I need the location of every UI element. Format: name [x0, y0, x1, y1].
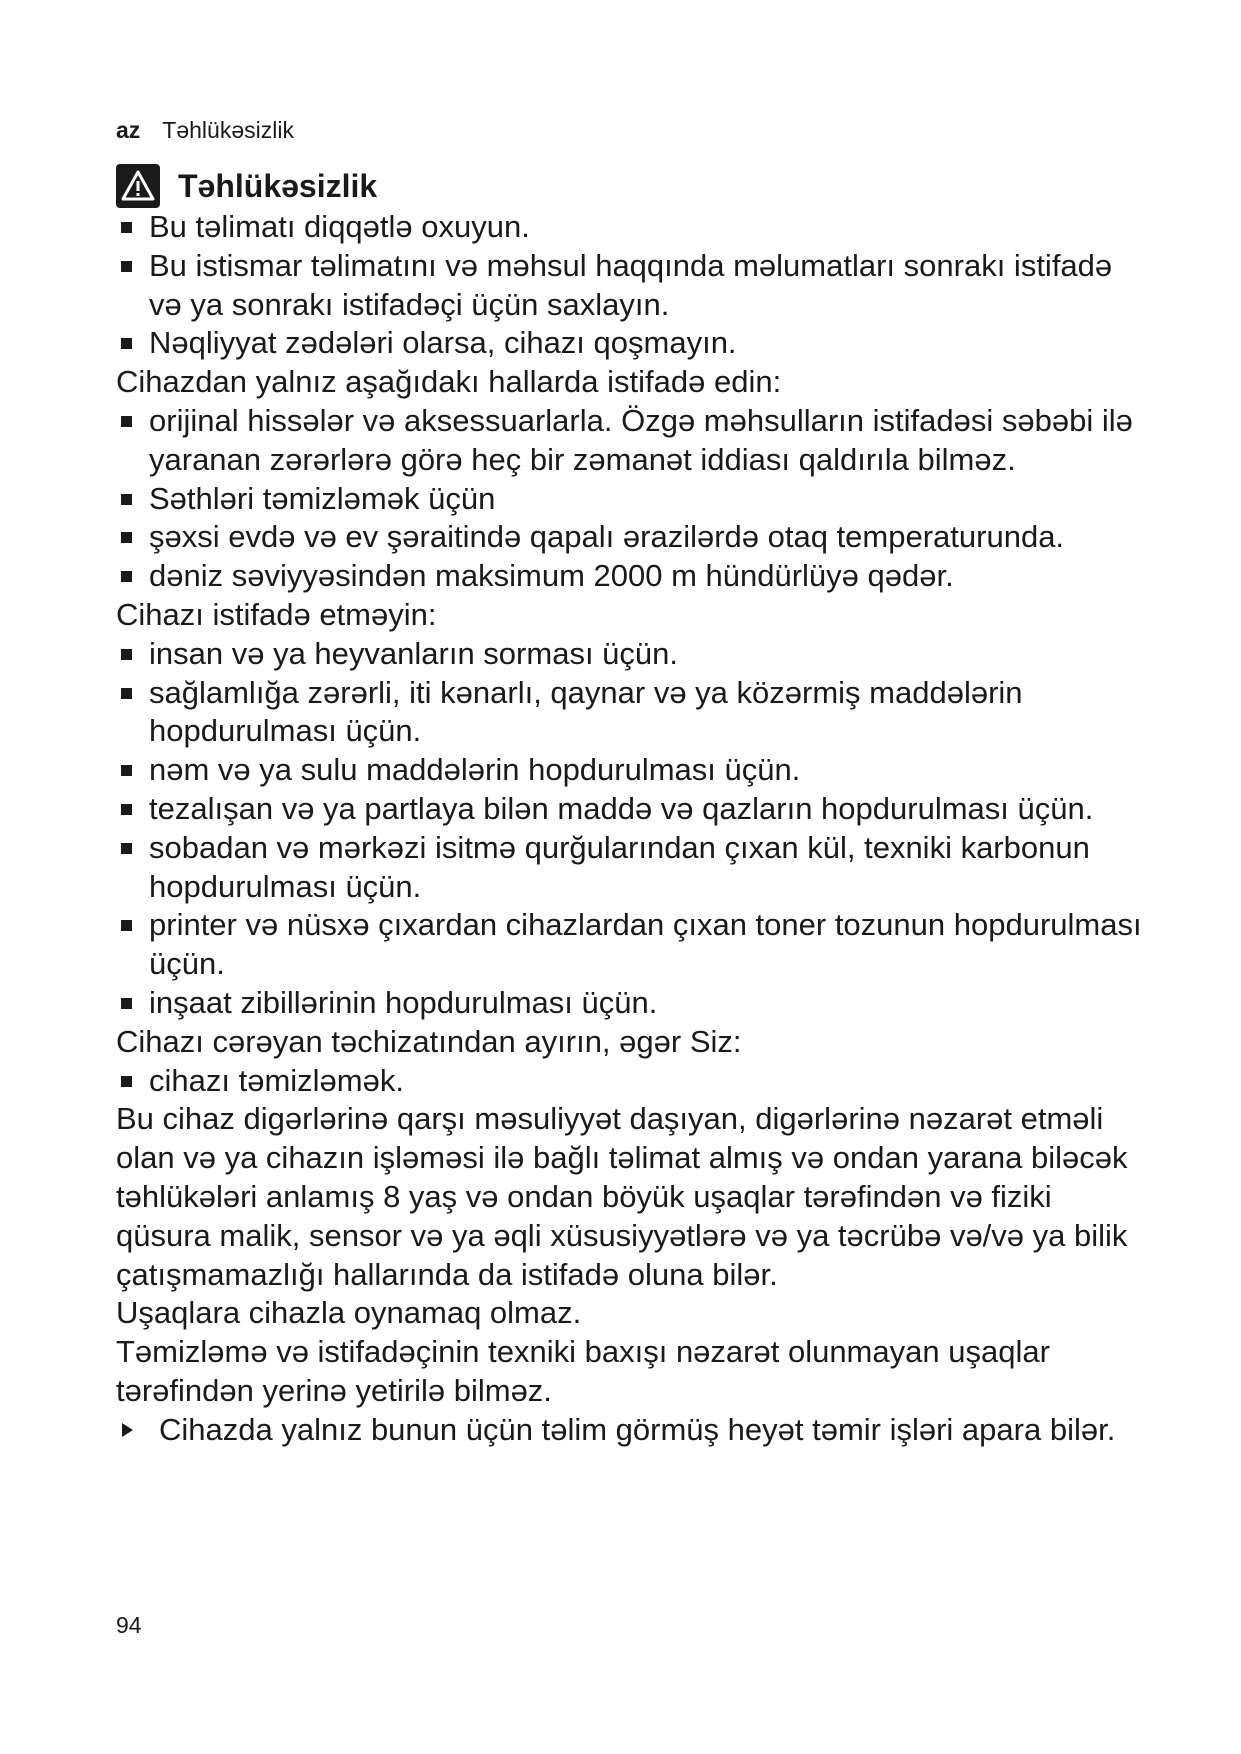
page-number: 94 [116, 1612, 142, 1638]
section-heading-text: Təhlükəsizlik [178, 168, 378, 204]
list-item: printer və nüsxə çıxardan cihazlardan çıxan toner tozunun hopdurulması üçün. [116, 906, 1146, 984]
section-heading [116, 164, 1146, 208]
repair-instruction-text: Cihazda yalnız bunun üçün təlim görmüş heyət təmir işləri apara bilər. [159, 1411, 1116, 1447]
language-code: az [116, 117, 141, 143]
list-item: dəniz səviyyəsindən maksimum 2000 m hündürlüyə qədər. [116, 557, 1146, 596]
document-body [116, 164, 1146, 1450]
repair-instruction-step [116, 1411, 1146, 1450]
list-item: sobadan və mərkəzi isitmə qurğularından çıxan kül, texniki karbonun hopdurulması üçün. [116, 829, 1146, 907]
disconnect-intro: Cihazı cərəyan təchizatından ayırın, əgər Siz: [116, 1023, 742, 1059]
running-header [116, 116, 294, 144]
list-item: Bu təlimatı diqqətlə oxuyun. [116, 208, 1146, 247]
list-item: nəm və ya sulu maddələrin hopdurulması üçün. [116, 751, 1146, 790]
warning-triangle-icon [116, 164, 160, 208]
list-item: şəxsi evdə və ev şəraitində qapalı ərazilərdə otaq temperaturunda. [116, 518, 1146, 557]
intended-use-intro: Cihazdan yalnız aşağıdakı hallarda istifadə edin: [116, 364, 782, 400]
list-item: orijinal hissələr və aksessuarlarla. Özgə məhsulların istifadəsi səbəbi ilə yaranan zərərlərə görə heç bir zəmanət iddiası qaldırıla bilməz. [116, 402, 1146, 480]
prohibited-use-intro: Cihazı istifadə etməyin: [116, 596, 437, 632]
list-item: Səthləri təmizləmək üçün [116, 480, 1146, 519]
header-section-title: Təhlükəsizlik [162, 117, 294, 143]
list-item: insan və ya heyvanların sorması üçün. [116, 635, 1146, 674]
list-item: sağlamlığa zərərli, iti kənarlı, qaynar və ya közərmiş maddələrin hopdurulması üçün. [116, 674, 1146, 752]
list-item: cihazı təmizləmək. [116, 1062, 1146, 1101]
list-item: Nəqliyyat zədələri olarsa, cihazı qoşmayın. [116, 324, 1146, 363]
list-item: inşaat zibillərinin hopdurulması üçün. [116, 984, 1146, 1023]
no-play-paragraph: Uşaqlara cihazla oynamaq olmaz. [116, 1295, 582, 1331]
cleaning-paragraph: Təmizləmə və istifadəçinin texniki baxışı nəzarət olunmayan uşaqlar tərəfindən yerinə yetirilə bilməz. [116, 1334, 1050, 1408]
list-item: tezalışan və ya partlaya bilən maddə və qazların hopdurulması üçün. [116, 790, 1146, 829]
list-item: Bu istismar təlimatını və məhsul haqqında məlumatları sonrakı istifadə və ya sonrakı istifadəçi üçün saxlayın. [116, 247, 1146, 325]
children-paragraph: Bu cihaz digərlərinə qarşı məsuliyyət daşıyan, digərlərinə nəzarət etməli olan və ya cihazın işləməsi ilə bağlı təlimat almış və ondan yarana biləcək təhlükələri anlamış 8 yaş və ondan böyük uşaqlar tərəfindən və fiziki qüsura malik, sensor və ya əqli xüsusiyyətlərə və ya təcrübə və/və ya bilik çatışmamazlığı hallarında da istifadə oluna bilər. [116, 1101, 1128, 1292]
